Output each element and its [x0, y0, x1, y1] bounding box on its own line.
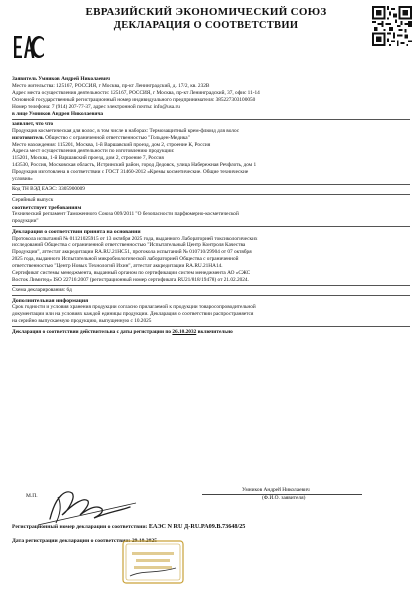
signer-name: Умников Андрей Николаевич: [242, 487, 310, 493]
divider: [12, 326, 410, 327]
manufacturer-activity-title: Адреса мест осуществления деятельности по изготовлению продукции:: [12, 148, 175, 155]
declaration-title: ДЕКЛАРАЦИЯ О СООТВЕТСТВИИ: [113, 20, 299, 31]
basis-title: Декларация о соответствии принята на основании: [12, 228, 141, 235]
manufacturer-activity-1: 115201, Москва, 1-й Варшавский проезд, дом 2, строение 7, Россия: [12, 155, 164, 162]
divider: [12, 295, 410, 296]
applicant-ogrn: Основной государственный регистрационный номер индивидуального предпринимателя: 385227303100050: [12, 96, 256, 103]
validity-date: 26.10.2032: [172, 328, 197, 335]
product-line: Продукция косметическая для волос, в том числе в наборах: Термозащитный крем-флюид для волос: [12, 127, 240, 134]
registration-number-label: Регистрационный номер декларации о соответствии:: [12, 524, 148, 530]
manufacturer-standard: Продукция изготовлена в соответствии с ГОСТ 31460-2012 «Кремы косметические. Общие технические: [12, 169, 249, 176]
applicant-title: Заявитель Умников Андрей Николаевич: [12, 76, 110, 82]
document-header: [56, 6, 356, 32]
stamp-icon: [122, 540, 184, 584]
additional-title: Дополнительная информация: [12, 297, 89, 304]
manufacturer-activity-2: 143530, Россия, Московская область, Истринский район, город Дедовск, улица Набережная Речфлоть, дом 1: [12, 162, 257, 169]
validity-suffix: включительно: [197, 328, 233, 335]
applicant-phone: Номер телефона: 7 (914) 207-77-37, адрес электронной почты: info@usa.ru: [12, 103, 180, 110]
declares-label: заявляет, что что: [12, 120, 54, 127]
divider: [12, 285, 410, 286]
manufacturer-label: изготовитель: [12, 134, 44, 141]
basis-line-6: Сертификат системы менеджмента, выданный органом по сертификации систем менеджмента АО «СЖС: [12, 270, 251, 277]
registration-number: ЕАЭС N RU Д-RU.PA09.B.73648/25: [148, 523, 246, 530]
validity: [12, 329, 410, 336]
registration-number-row: [12, 523, 410, 530]
basis-line-7: Восток Лимитед» ISO 22716:2007 (регистрационный номер сертификата RU21/818/19478) от 21.02.2024.: [12, 276, 249, 283]
manufacturer-location: Место нахождения: 115201, Москва, 1-й Варшавский проезд, дом 2, строение К, Россия: [12, 141, 211, 148]
basis-line-3: Продукции", аттестат аккредитации RA.RU.21HC51, протокола испытаний № 010710/29904 от 07 октября: [12, 249, 252, 256]
applicant-person: в лице Умников Андрея Николаевича: [12, 110, 104, 117]
signer-caption: (Ф.И.О. заявителя): [262, 495, 306, 501]
eac-logo: [12, 30, 46, 64]
divider: [12, 119, 410, 120]
requirements-title: соответствует требованиям: [12, 204, 82, 211]
registration-date-label: Дата регистрации декларации о соответствии:: [12, 538, 131, 544]
basis-line-2: исследований Общества с ограниченной ответственностью "Испытательный Центр Контроля Качества: [12, 242, 246, 249]
divider: [12, 194, 410, 195]
signature-area: [12, 485, 410, 555]
basis-line-5: ответственностью "Центр Новых Технологий Ихин", аттестат аккредитации RA.RU.21HA14.: [12, 263, 223, 270]
manufacturer-name: Общество с ограниченной ответственностью "Гольден-Медика": [45, 134, 190, 141]
union-title: ЕВРАЗИЙСКИЙ ЭКОНОМИЧЕСКИЙ СОЮЗ: [85, 6, 327, 18]
divider: [12, 226, 410, 227]
registration-date: 29.10.2025: [131, 538, 157, 544]
scheme: Схема декларирования: 6д: [12, 287, 72, 294]
additional-line-1: Срок годности и условия хранения продукции согласно прилагаемой к продукции товаросопроводительной: [12, 304, 256, 311]
applicant-activity-address: Адрес места осуществления деятельности: 125167, РОССИЯ, г Москва, пр-кт Ленинградский, 37, офис 11-14: [12, 89, 260, 96]
additional-line-3: на серийно выпускаемую продукцию, выпущенную с 10.2025: [12, 318, 152, 325]
manufacturer-standard-2: условия»: [12, 176, 33, 183]
registration-date-row: [12, 538, 410, 544]
tn-ved-code: Код ТН ВЭД ЕАЭС: 3305900009: [12, 186, 85, 193]
divider: [12, 184, 410, 185]
declaration-body: [12, 76, 410, 335]
serial-production: Серийный выпуск: [12, 196, 54, 203]
requirements-text-2: продукции": [12, 218, 39, 225]
mp-label: М.П.: [26, 493, 38, 499]
basis-line-1: Протокола испытаний № 01121025915 от 13 октября 2025 года, выданного Лабораторией токсикологических: [12, 235, 258, 242]
basis-line-4: 2025 года, выданного Испытательной микробиологической лабораторией Общества с ограниченной: [12, 256, 239, 263]
requirements-text: Технический регламент Таможенного Союза 009/2011 "О безопасности парфюмерно-косметической: [12, 211, 239, 218]
validity-label: Декларация о соответствии действительна с даты регистрации по: [12, 328, 172, 335]
additional-line-2: документации или на условиях каждой единицы продукции. Декларация о соответствии распространяется: [12, 311, 254, 318]
applicant-residence: Место жительства: 125167, РОССИЯ, г Москва, пр-кт Ленинградский, д. 17/2, кв. 232В: [12, 82, 210, 89]
qr-code-icon: [372, 6, 412, 46]
